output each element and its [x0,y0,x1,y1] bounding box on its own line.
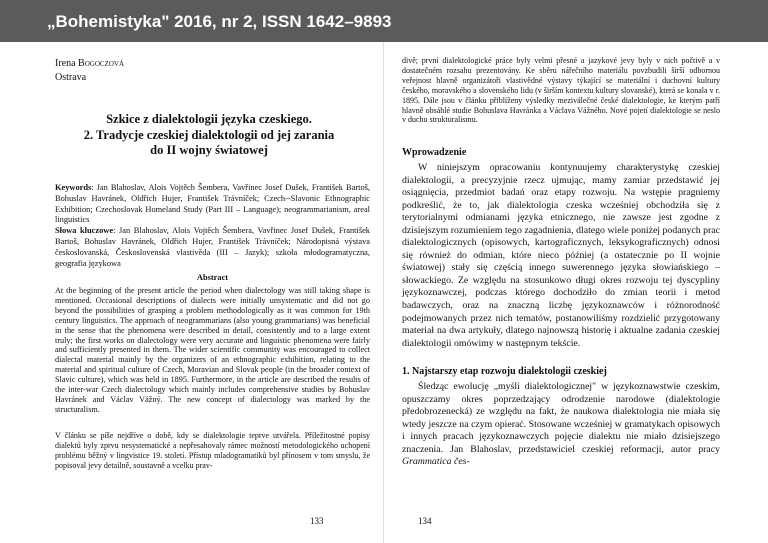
keywords-block [55,183,370,269]
keywords-english [55,183,370,226]
keywords-polish [55,226,370,269]
slowa-kluczowe-text: : Jan Blahoslav, Alois Vojtěch Šembera, Vavřinec Josef Dušek, František Bartoš, Bohuslav Havránek, Oldřich Hujer, František Trávníček; Národopisná výstava českoslovanská, Československá vlastivěda (III – Jazyk); szkoła młodogramatyczna, geografia językowa [55,226,370,268]
article-title [55,112,363,159]
keywords-text: : Jan Blahoslav, Alois Vojtěch Šembera, Vavřinec Josef Dušek, František Bartoš, Bohuslav Havránek, Oldřich Hujer, František Trávníček; Czech--Slavonic Ethnographic Exhibition; Czechoslovak Homeland Study (Part III – Language); neogrammarianism, areal linguistics [55,183,370,225]
czech-summary: V článku se píše nejdříve o době, kdy se dialektologie teprve utvářela. Příležitostné popisy dialektů byly zprvu nesystematické a nepřesahovaly rámec možností metodologického uchopení problému běžný v lingvistice 19. století. Přístup mladogramatiků byl přínosem v tom smyslu, že popisoval jevy detailně, soustavně a vcelku prav- [55,431,370,470]
author-last-name: Bogoczová [78,58,124,69]
slowa-kluczowe-label: Słowa kluczowe [55,226,114,236]
journal-title: „Bohemistyka" 2016, nr 2, ISSN 1642–9893 [47,12,392,31]
page-gutter [383,42,384,543]
title-line: do II wojny światowej [150,143,268,157]
heading-section-1: 1. Najstarszy etap rozwoju dialektologii czeskiej [402,366,607,377]
section-1-paragraph [402,381,720,469]
author-first-name: Irena [55,58,79,69]
title-line: Szkice z dialektologii języka czeskiego. [106,112,312,126]
page-number-left: 133 [310,516,324,526]
intro-paragraph: W niniejszym opracowaniu kontynuujemy charakterystykę czeskiej dialektologii, a precyzyjnie rzecz ujmując, mamy zamiar przedstawić jej osiągnięcia, przedmiot badań oraz etapy rozwoju. Na wstępie pragniemy podkreślić, że to, jak dialektologia czeska wcześniej obchodziła się z terytorialnymi odmianami języka etnicznego, nie zawsze jest zgodne z dzisiejszym rozumieniem tego zagadnienia, dlatego wiele poniżej podanych prac dialektologicznych (opisowych, kartograficznych, leksykograficznych) odnosi się również do odmian, które nieco później (a ostatecznie po II wojnie światowej) stały się częścią innego suwerennego języka słowiańskiego – słowackiego. Ze względu na stosunkowo długi okres rozwoju tej dyscypliny językoznawczej, podczas którego dochodziło do zmian teorii i metod badawczych, oraz na znaczną liczbę językoznawców i różnorodność podejmowanych przez nich tematów, postanowiliśmy rozdzielić przygotowany materiał na dwa artykuły, dlatego najnowszą historię i aktualne zadania czeskiej dialektologii omówimy w następnym tekście. [402,162,720,349]
abstract-heading: Abstract [196,273,229,282]
keywords-label: Keywords [55,183,92,192]
page-number-right: 134 [418,516,432,526]
grammatica-title: Grammatica čes- [402,456,470,468]
journal-header-banner [0,0,768,42]
czech-summary-continued: divě; první dialektologické práce byly velmi přesné a jazykové jevy byly v nich počtivě a v dostatečném rozsahu prezentovány. Ke sběru nářečního materiálu povzbudili širší odbornou veřejnost hlavně organizátoři vlastivědné výstavy týkající se materiální i duchovní kultury českého, moravského a slovenského lidu (v širším kontextu kultury slovanské), která se konala v r. 1895. Dále jsou v článku přiblíženy výsledky meziválečné české dialektologie, ke kterým patří hlavně obsáhlé studie Bohuslava Havránka a Václava Vážného. Nové pojetí dialektologie se neslo v duchu strukturalismu. [402,56,720,125]
author-affiliation: Ostrava [55,72,87,83]
heading-wprowadzenie: Wprowadzenie [402,147,467,158]
section-1-text: Śledząc ewolucję „myśli dialektologicznej" w językoznawstwie czeskim, opuszczamy okres poprzedzający odrodzenie narodowe (dialektologie předobrozenecká) ze względu na fakt, że naukowa dialektologia nie miała się wtedy jeszcze na czym opierać. Stosowane wcześniej w gramatykach opisowych i innych pracach językoznawczych pojęcie dialektu nie miało dzisiejszego znaczenia. Jan Blahoslav, przedstawiciel czeskiej reformacji, autor pracy [402,381,720,455]
author-name [55,58,124,69]
title-line: 2. Tradycje czeskiej dialektologii od jej zarania [83,127,335,142]
abstract-text: At the beginning of the present article the period when dialectology was still taking shape is mentioned. Occasional descriptions of dialects were initially unsystematic and did not go beyond the possibilities of grasping a problem methodologically as it was common for 19th century linguistics. The approach of neogrammarians (also young grammarians) was beneficial in the sense that the phenomena were described in detail, consistently and to a large extent truly; the first works on dialectology were very accurate and linguistic phenomena were fairly and sufficiently presented in them. The wider scientific community was encouraged to collect dialectal material mainly by the organizers of an ethnographic exhibition, relating to the material and spiritual culture of Czech, Moravian and Slovak people (in the broader context of Slavic culture), which was held in 1895. Furthermore, in the article are described the results of the inter-war Czech dialectology which mainly includes comprehensive studies by Bohuslav Havránek and Václav Vážný. The new concept of dialectology was marked by the structuralism. [55,286,370,414]
